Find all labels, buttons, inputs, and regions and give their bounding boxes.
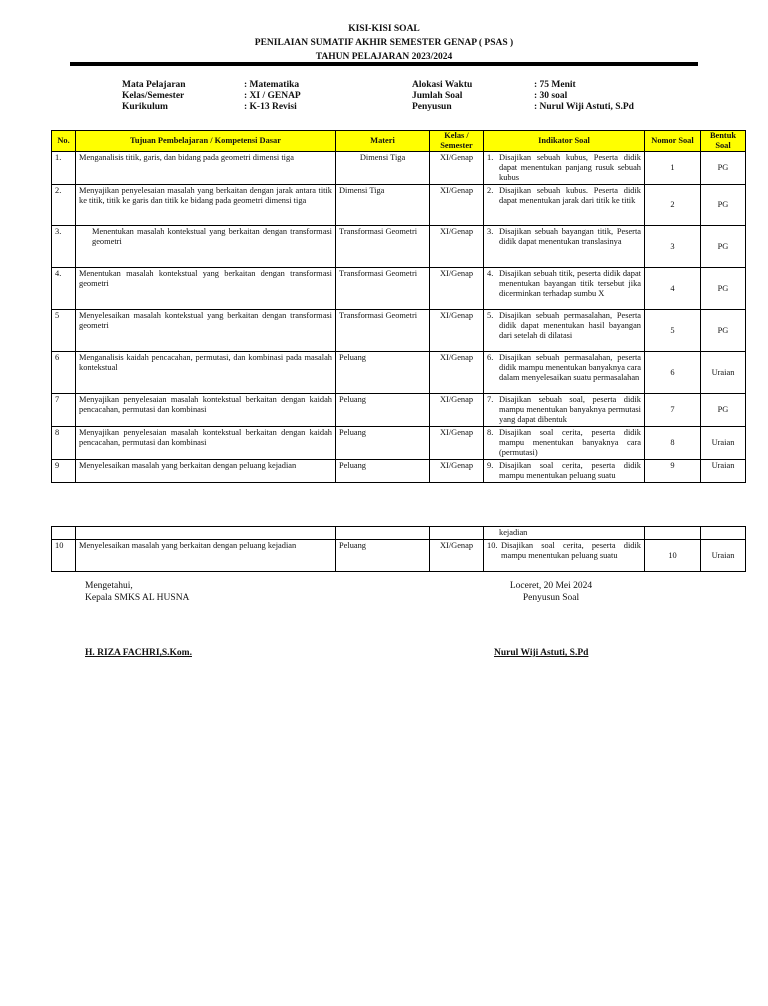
info-label: Kelas/Semester xyxy=(122,91,185,101)
cell-indikator xyxy=(484,310,645,352)
cell-no: 7 xyxy=(52,394,76,427)
doc-title: KISI-KISI SOAL xyxy=(348,24,420,34)
indikator-text: Disajikan soal cerita, peserta didik mampu menentukan peluang suatu xyxy=(499,461,641,480)
indikator-text: Disajikan sebuah kubus, Peserta didik dapat menentukan panjang rusuk sebuah kubus xyxy=(499,153,641,182)
cell-materi: Peluang xyxy=(336,460,430,483)
signature-left-name: H. RIZA FACHRI,S.Kom. xyxy=(85,648,192,658)
cell-materi: Peluang xyxy=(336,352,430,394)
cell-tujuan: Menyelesaikan masalah yang berkaitan dengan peluang kejadian xyxy=(76,540,336,572)
header-divider xyxy=(70,62,698,66)
cell-indikator xyxy=(484,427,645,460)
indikator-text: Disajikan sebuah permasalahan, peserta didik mampu menentukan banyaknya cara dalam menyelesaikan suatu permasalahan xyxy=(499,353,641,382)
cell-nomor: 5 xyxy=(645,310,701,352)
indikator-text: Disajikan soal cerita, peserta didik mampu menentukan banyaknya cara (permutasi) xyxy=(499,428,641,457)
cell-bentuk: Uraian xyxy=(701,540,746,572)
cell-materi: Peluang xyxy=(336,540,430,572)
cell-tujuan: Menyelesaikan masalah kontekstual yang berkaitan dengan transformasi geometri xyxy=(76,310,336,352)
cell-tujuan: Menyajikan penyelesaian masalah kontekstual berkaitan dengan kaidah pencacahan, permutasi dan kombinasi xyxy=(76,394,336,427)
cell-materi: Dimensi Tiga xyxy=(336,185,430,226)
cell-no: 2. xyxy=(52,185,76,226)
cell-bentuk: PG xyxy=(701,185,746,226)
signature-right-line1: Loceret, 20 Mei 2024 xyxy=(509,581,593,591)
cell-bentuk: Uraian xyxy=(701,352,746,394)
info-label: Alokasi Waktu xyxy=(412,80,473,90)
cell-kelas: XI/Genap xyxy=(430,268,484,310)
kisi-kisi-table-continued xyxy=(51,526,746,572)
cell-no: 8 xyxy=(52,427,76,460)
cell-bentuk: PG xyxy=(701,152,746,185)
cell-tujuan: Menyajikan penyelesaian masalah yang berkaitan dengan jarak antara titik ke titik, titik ke garis dan titik ke bidang pada geometri dimensi tiga xyxy=(76,185,336,226)
col-header: Tujuan Pembelajaran / Kompetensi Dasar xyxy=(76,131,336,152)
indikator-number: 2. xyxy=(487,186,494,195)
cell-tujuan: Menganalisis kaidah pencacahan, permutasi, dan kombinasi pada masalah kontekstual xyxy=(76,352,336,394)
info-value: : K-13 Revisi xyxy=(244,102,297,112)
indikator-number: 6. xyxy=(487,353,494,362)
cell-no: 4. xyxy=(52,268,76,310)
cell-nomor: 8 xyxy=(645,427,701,460)
signature-right-name: Nurul Wiji Astuti, S.Pd xyxy=(494,648,589,658)
cell-indikator xyxy=(484,268,645,310)
indikator-text: Disajikan sebuah titik, peserta didik dapat menentukan bayangan titik tersebut jika dicerminkan terhadap sumbu X xyxy=(499,269,641,298)
indikator-number: 4. xyxy=(487,269,494,278)
indikator-text: Disajikan soal cerita, peserta didik mampu menentukan peluang suatu xyxy=(501,541,641,560)
cell-tujuan: Menganalisis titik, garis, dan bidang pada geometri dimensi tiga xyxy=(76,152,336,185)
cell-tujuan: Menyajikan penyelesaian masalah kontekstual berkaitan dengan kaidah pencacahan, permutasi dan kombinasi xyxy=(76,427,336,460)
cell-empty xyxy=(645,527,701,540)
cell-bentuk: PG xyxy=(701,310,746,352)
cell-nomor: 4 xyxy=(645,268,701,310)
cell-nomor: 1 xyxy=(645,152,701,185)
cell-kelas: XI/Genap xyxy=(430,540,484,572)
cell-nomor: 9 xyxy=(645,460,701,483)
table-row-continuation xyxy=(52,527,746,540)
table-row xyxy=(52,310,746,352)
indikator-text: Disajikan sebuah soal, peserta didik mampu menentukan banyaknya permutasi yang dapat dibentuk xyxy=(499,395,641,424)
info-left xyxy=(122,80,301,113)
table-row xyxy=(52,352,746,394)
cell-bentuk: PG xyxy=(701,394,746,427)
table-row xyxy=(52,152,746,185)
table-row xyxy=(52,540,746,572)
info-label: Kurikulum xyxy=(122,102,168,112)
info-value: : XI / GENAP xyxy=(244,91,301,101)
info-value: : 75 Menit xyxy=(534,80,576,90)
indikator-number: 7. xyxy=(487,395,494,404)
cell-kelas: XI/Genap xyxy=(430,185,484,226)
cell-nomor: 2 xyxy=(645,185,701,226)
cell-materi: Peluang xyxy=(336,394,430,427)
col-header: Indikator Soal xyxy=(484,131,645,152)
indikator-number: 1. xyxy=(487,153,494,162)
table-row xyxy=(52,394,746,427)
cell-indikator xyxy=(484,226,645,268)
info-right xyxy=(412,80,634,113)
col-header: Nomor Soal xyxy=(645,131,701,152)
col-header: Kelas / Semester xyxy=(430,131,484,152)
document-header xyxy=(0,22,768,64)
cell-nomor: 7 xyxy=(645,394,701,427)
table-row xyxy=(52,185,746,226)
col-header: No. xyxy=(52,131,76,152)
cell-empty xyxy=(430,527,484,540)
cell-nomor: 10 xyxy=(645,540,701,572)
cell-bentuk: Uraian xyxy=(701,460,746,483)
cell-nomor: 3 xyxy=(645,226,701,268)
signature-left-line1: Mengetahui, xyxy=(85,581,133,591)
info-label: Mata Pelajaran xyxy=(122,80,186,90)
col-header: Bentuk Soal xyxy=(701,131,746,152)
cell-empty xyxy=(76,527,336,540)
cell-no: 10 xyxy=(52,540,76,572)
cell-bentuk: PG xyxy=(701,268,746,310)
cell-no: 9 xyxy=(52,460,76,483)
cell-materi: Transformasi Geometri xyxy=(336,310,430,352)
cell-indikator xyxy=(484,460,645,483)
info-value: : Matematika xyxy=(244,80,300,90)
cell-no: 5 xyxy=(52,310,76,352)
cell-tujuan: Menentukan masalah kontekstual yang berkaitan dengan transformasi geometri xyxy=(76,268,336,310)
cell-indikator-tail: kejadian xyxy=(484,527,645,540)
cell-materi: Dimensi Tiga xyxy=(336,152,430,185)
cell-kelas: XI/Genap xyxy=(430,310,484,352)
cell-bentuk: PG xyxy=(701,226,746,268)
indikator-number: 10. xyxy=(487,541,498,550)
info-value: : Nurul Wiji Astuti, S.Pd xyxy=(534,102,634,112)
cell-kelas: XI/Genap xyxy=(430,152,484,185)
cell-tujuan: Menyelesaikan masalah yang berkaitan dengan peluang kejadian xyxy=(76,460,336,483)
cell-indikator xyxy=(484,394,645,427)
cell-empty xyxy=(336,527,430,540)
cell-nomor: 6 xyxy=(645,352,701,394)
indikator-number: 8. xyxy=(487,428,494,437)
cell-indikator xyxy=(484,152,645,185)
cell-bentuk: Uraian xyxy=(701,427,746,460)
info-label: Penyusun xyxy=(412,102,452,112)
table-row xyxy=(52,460,746,483)
cell-materi: Peluang xyxy=(336,427,430,460)
doc-year: TAHUN PELAJARAN 2023/2024 xyxy=(315,52,453,62)
indikator-number: 9. xyxy=(487,461,494,470)
cell-kelas: XI/Genap xyxy=(430,427,484,460)
info-value: : 30 soal xyxy=(534,91,568,101)
signature-right xyxy=(501,580,601,604)
cell-tujuan xyxy=(76,226,336,268)
tujuan-text: Menentukan masalah kontekstual yang berkaitan dengan transformasi geometri xyxy=(92,227,332,246)
cell-empty xyxy=(701,527,746,540)
kisi-kisi-table xyxy=(51,130,746,483)
cell-kelas: XI/Genap xyxy=(430,226,484,268)
cell-no: 3. xyxy=(52,226,76,268)
table-row xyxy=(52,226,746,268)
cell-no: 6 xyxy=(52,352,76,394)
table-row xyxy=(52,268,746,310)
indikator-text: Disajikan sebuah permasalahan, Peserta didik dapat menentukan hasil bayangan dari setelah di dilatasi xyxy=(499,311,641,340)
cell-empty xyxy=(52,527,76,540)
cell-kelas: XI/Genap xyxy=(430,352,484,394)
signature-left-line2: Kepala SMKS AL HUSNA xyxy=(85,593,190,603)
cell-kelas: XI/Genap xyxy=(430,460,484,483)
table-header-row xyxy=(52,131,746,152)
cell-indikator xyxy=(484,352,645,394)
indikator-text: Disajikan sebuah bayangan titik, Peserta didik dapat menentukan translasinya xyxy=(499,227,641,246)
cell-materi: Transformasi Geometri xyxy=(336,268,430,310)
indikator-number: 5. xyxy=(487,311,494,320)
cell-indikator xyxy=(484,185,645,226)
signature-left xyxy=(85,580,189,604)
indikator-text: Disajikan sebuah kubus. Peserta didik dapat menentukan jarak dari titik ke titik xyxy=(499,186,641,205)
cell-materi: Transformasi Geometri xyxy=(336,226,430,268)
col-header: Materi xyxy=(336,131,430,152)
indikator-number: 3. xyxy=(487,227,494,236)
cell-kelas: XI/Genap xyxy=(430,394,484,427)
cell-indikator xyxy=(484,540,645,572)
cell-no: 1. xyxy=(52,152,76,185)
table-row xyxy=(52,427,746,460)
doc-subtitle: PENILAIAN SUMATIF AKHIR SEMESTER GENAP ( PSAS ) xyxy=(254,38,514,48)
signature-right-line2: Penyusun Soal xyxy=(522,593,580,603)
info-label: Jumlah Soal xyxy=(412,91,463,101)
